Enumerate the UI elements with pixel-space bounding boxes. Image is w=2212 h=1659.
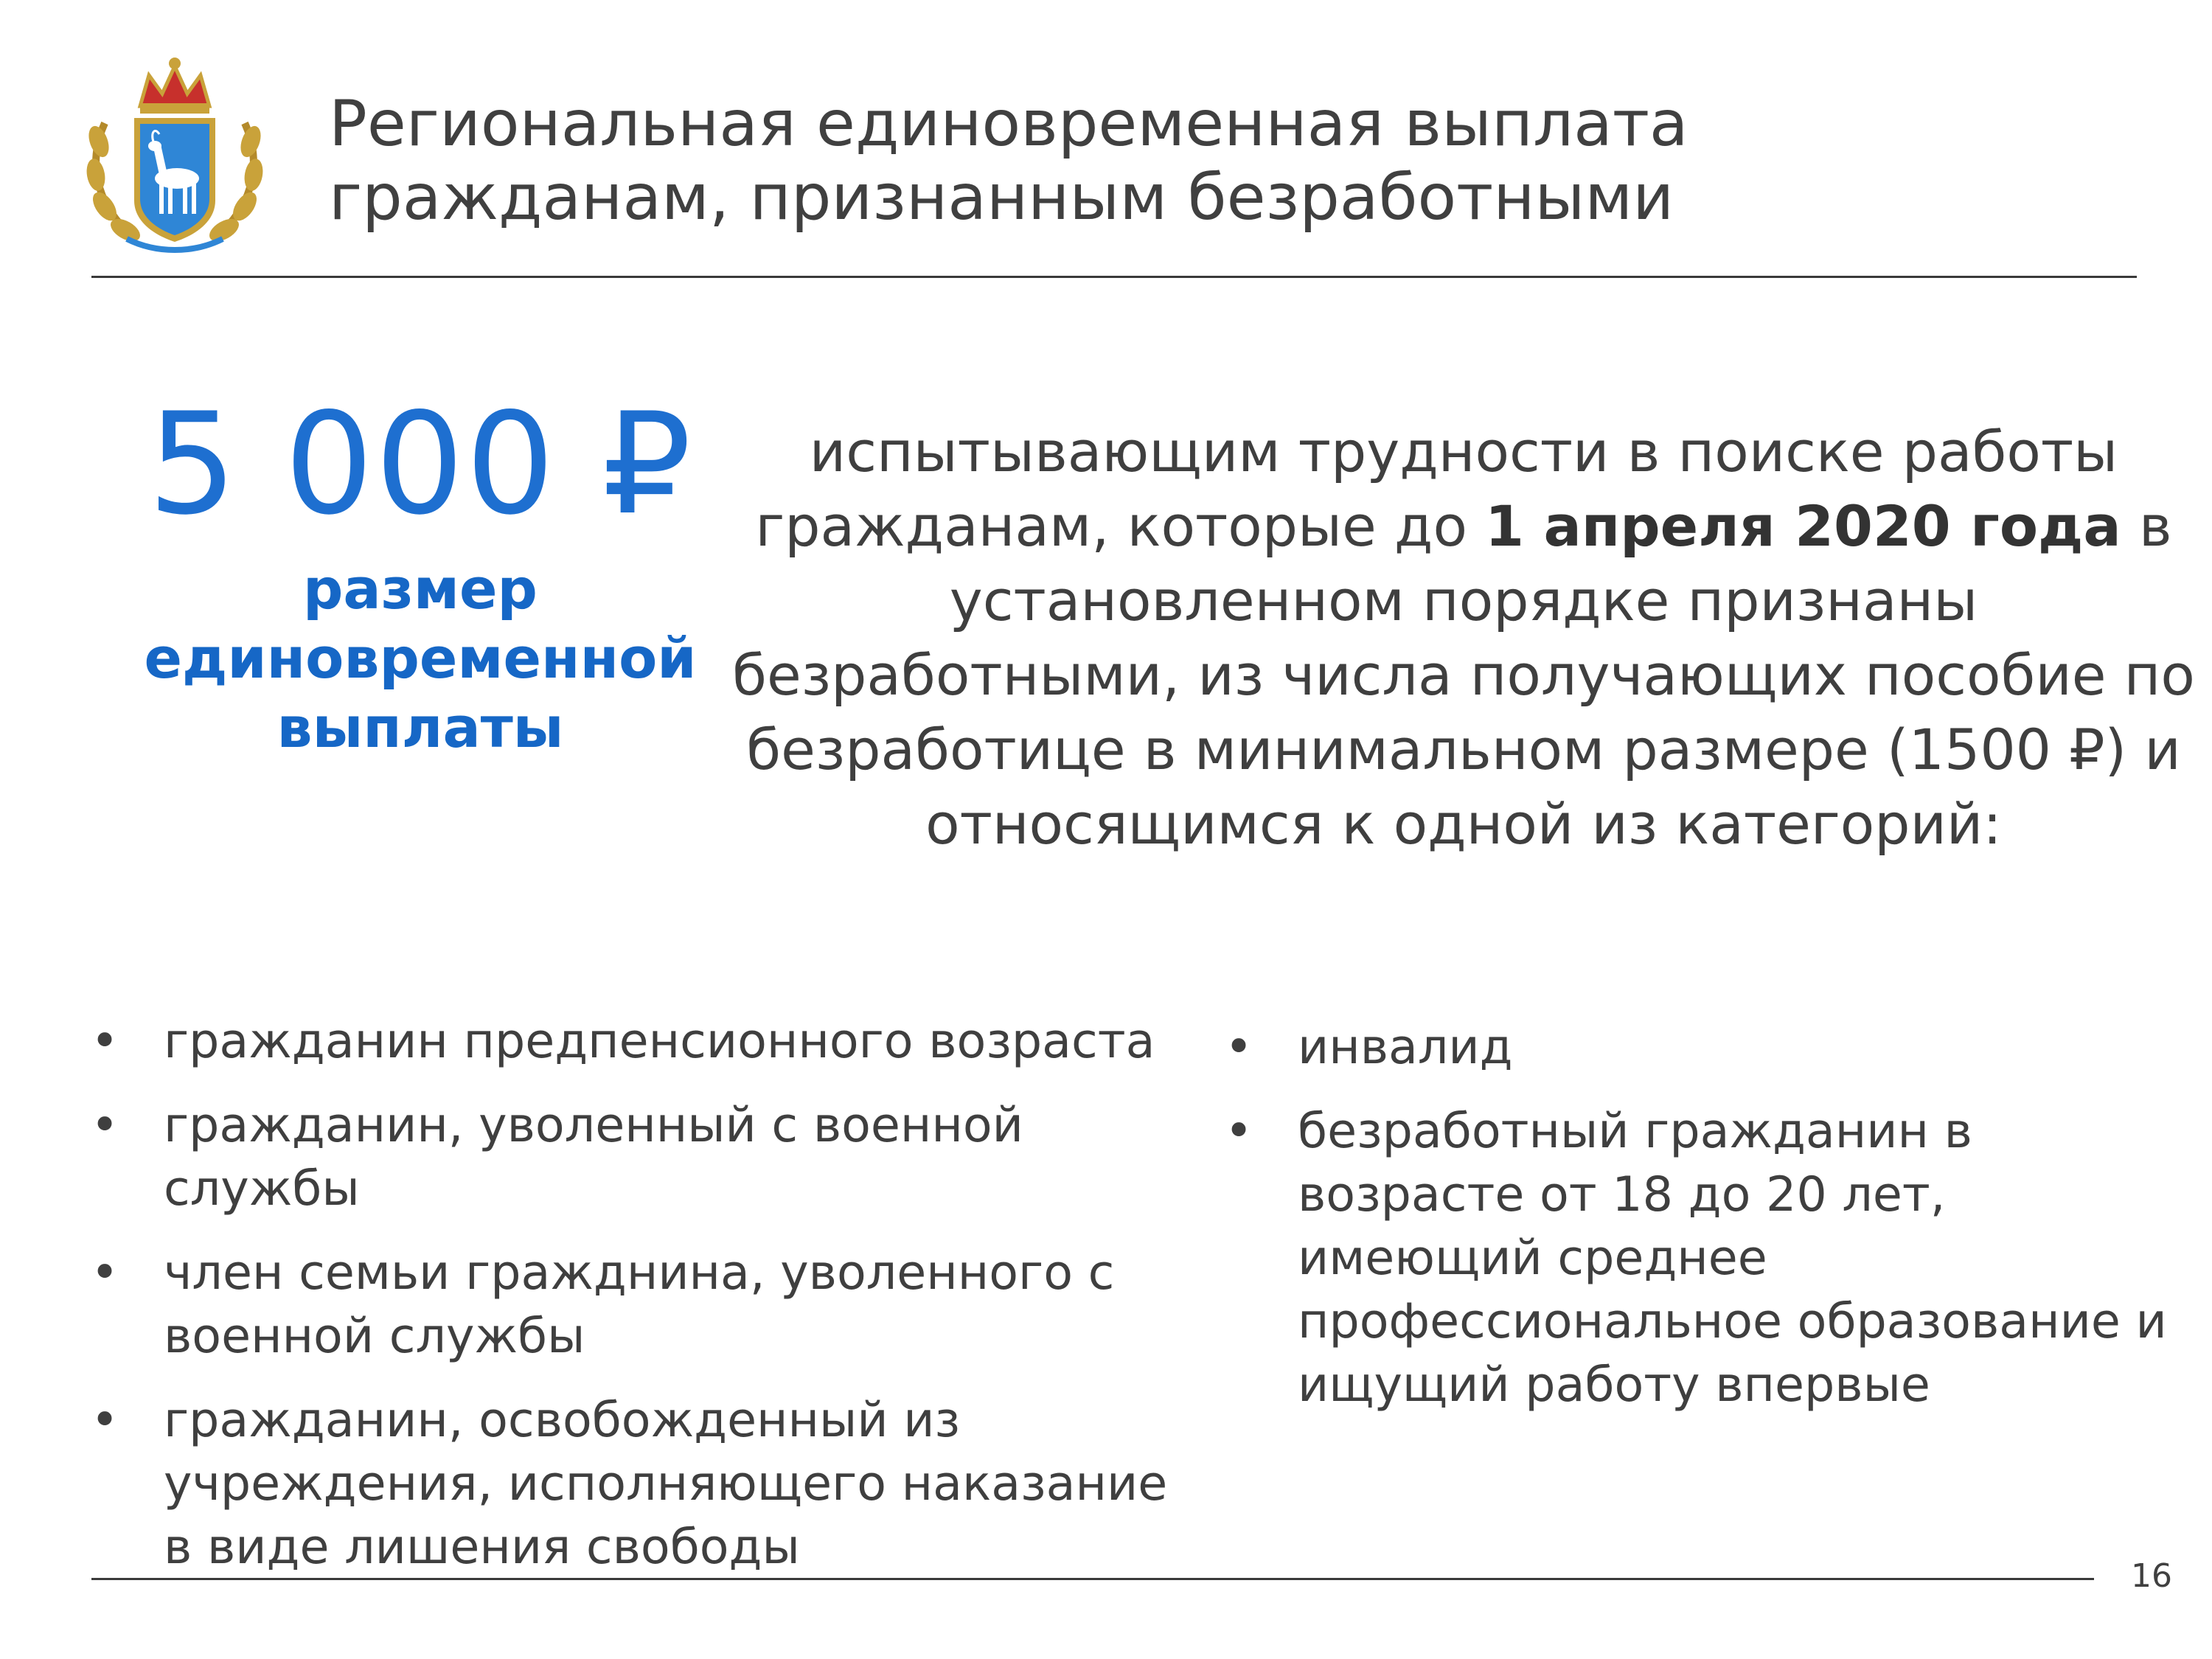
payment-amount: 5 000 ₽ [147,383,693,546]
footer-divider [91,1578,2094,1580]
list-item [90,1389,1211,1579]
bullet: • [90,1014,119,1069]
list-item-text: гражданин предпенсионного возраста [164,1014,1155,1069]
samara-coat-of-arms-icon [83,53,267,260]
bullet: • [1224,1104,1253,1159]
bullet: • [90,1245,119,1301]
category-list-right [1224,1016,2183,1438]
list-item [1224,1016,2183,1079]
bullet: • [1224,1020,1253,1075]
page-title [329,87,2098,234]
title-line-2: гражданам, признанным безработными [329,161,1674,234]
description-text-2: в установленном порядке признаны безработными, из числа получающих пособие по безработице в минимальном размере (1500 ₽) и относящимся к одной из категорий: [732,493,2195,857]
eligibility-description [730,414,2197,861]
category-list-left [90,1010,1211,1600]
header-divider [91,276,2137,278]
page-number: 16 [2131,1557,2172,1595]
description-text-1: испытывающим трудности в поиске работы гражданам, которые до [755,419,2118,559]
list-item [90,1242,1211,1368]
list-item [90,1010,1211,1074]
title-line-1: Региональная единовременная выплата [329,87,1688,161]
bullet: • [90,1098,119,1153]
caption-line-2: единовременной [144,625,697,691]
bullet: • [90,1393,119,1448]
list-item [1224,1100,2183,1417]
list-item-text: гражданин, уволенный с военной службы [164,1098,1023,1217]
payment-amount-caption [118,554,723,762]
description-date: 1 апреля 2020 года [1485,493,2121,559]
list-item-text: член семьи гражднина, уволенного с военной службы [164,1245,1115,1364]
list-item [90,1094,1211,1221]
list-item-text: безработный гражданин в возрасте от 18 до 20 лет, имеющий среднее профессиональное образование и ищущий работу впервые [1298,1104,2167,1413]
coat-of-arms [83,53,267,260]
caption-line-1: размер [303,556,538,622]
list-item-text: гражданин, освобожденный из учреждения, исполняющего наказание в виде лишения свободы [164,1393,1168,1575]
list-item-text: инвалид [1298,1020,1513,1075]
caption-line-3: выплаты [276,695,564,760]
